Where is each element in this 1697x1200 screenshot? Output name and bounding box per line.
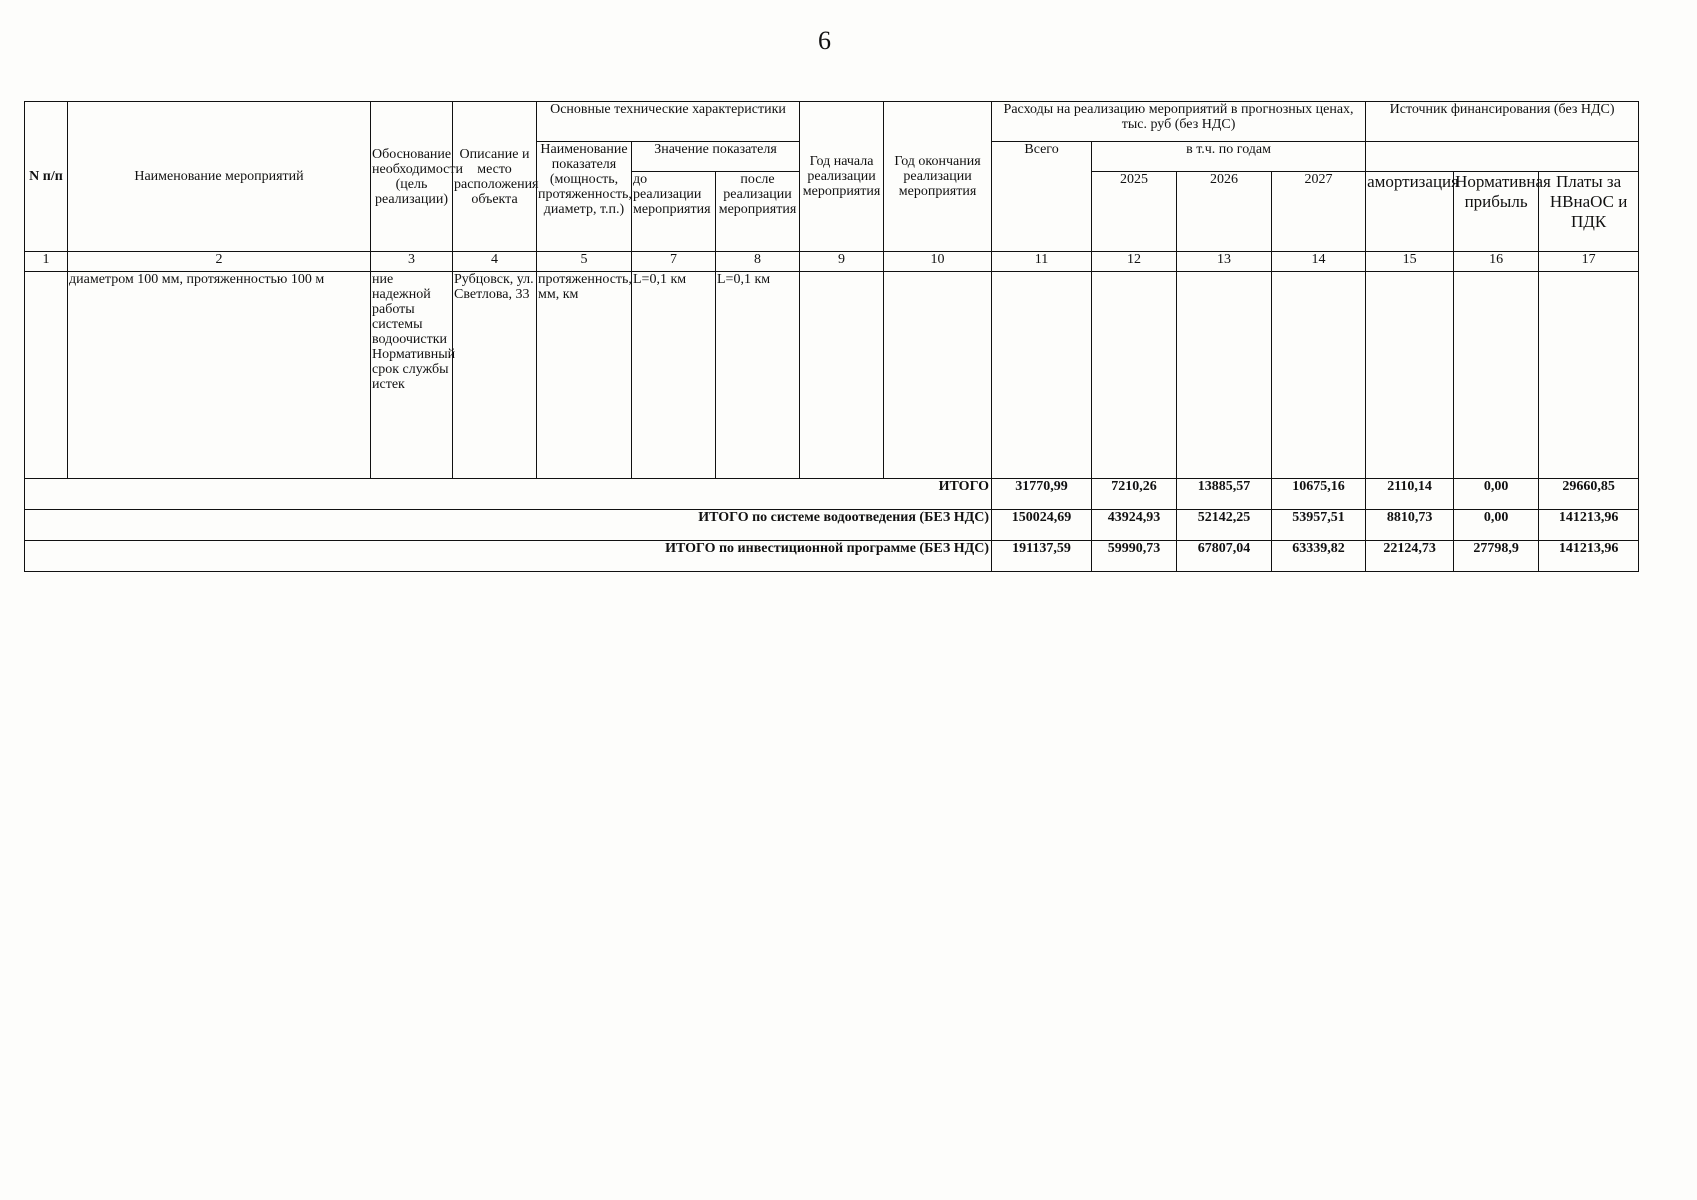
header-year-2027: 2027 <box>1272 172 1366 252</box>
header-justification: Обоснование необходимости (цель реализации) <box>371 102 453 252</box>
total-value: 10675,16 <box>1272 479 1366 510</box>
row-before: L=0,1 км <box>632 272 716 479</box>
col-number: 17 <box>1539 252 1639 272</box>
header-name: Наименование мероприятий <box>68 102 371 252</box>
col-number: 13 <box>1177 252 1272 272</box>
investment-table <box>24 101 1639 572</box>
total-value: 141213,96 <box>1539 510 1639 541</box>
col-number: 15 <box>1366 252 1454 272</box>
col-number: 5 <box>537 252 632 272</box>
row-justification: ние надежной работы системы водоочистки Нормативный срок службы истек <box>371 272 453 479</box>
total-value: 0,00 <box>1454 479 1539 510</box>
totals-row <box>25 479 1639 510</box>
page-number: 6 <box>818 26 831 55</box>
col-number: 8 <box>716 252 800 272</box>
col-number: 9 <box>800 252 884 272</box>
row-empty-cell <box>1092 272 1177 479</box>
col-number: 12 <box>1092 252 1177 272</box>
row-location: Рубцовск, ул. Светлова, 33 <box>453 272 537 479</box>
total-value: 53957,51 <box>1272 510 1366 541</box>
header-fees: Платы за НВнаОС и ПДК <box>1539 172 1639 252</box>
header-location: Описание и место расположения объекта <box>453 102 537 252</box>
row-empty-cell <box>1366 272 1454 479</box>
total-value: 191137,59 <box>992 541 1092 572</box>
header-n: N п/п <box>25 102 68 252</box>
total-value: 150024,69 <box>992 510 1092 541</box>
total-value: 59990,73 <box>1092 541 1177 572</box>
row-after: L=0,1 км <box>716 272 800 479</box>
row-name: диаметром 100 мм, протяженностью 100 м <box>68 272 371 479</box>
header-sources-group: Источник финансирования (без НДС) <box>1366 102 1639 142</box>
total-value: 0,00 <box>1454 510 1539 541</box>
row-n <box>25 272 68 479</box>
col-number: 11 <box>992 252 1092 272</box>
header-after: после реализации мероприятия <box>716 172 800 252</box>
col-number: 16 <box>1454 252 1539 272</box>
total-value: 8810,73 <box>1366 510 1454 541</box>
col-number: 14 <box>1272 252 1366 272</box>
header-year-end: Год окончания реализации мероприятия <box>884 102 992 252</box>
header-profit: Нормативная прибыль <box>1454 172 1539 252</box>
total-value: 63339,82 <box>1272 541 1366 572</box>
totals-row <box>25 510 1639 541</box>
row-empty-cell <box>992 272 1092 479</box>
total-value: 13885,57 <box>1177 479 1272 510</box>
total-value: 29660,85 <box>1539 479 1639 510</box>
totals-label: ИТОГО по инвестиционной программе (БЕЗ НДС) <box>25 541 992 572</box>
header-year-start: Год начала реализации мероприятия <box>800 102 884 252</box>
header-year-2025: 2025 <box>1092 172 1177 252</box>
header-costs-group: Расходы на реализацию мероприятий в прогнозных ценах, тыс. руб (без НДС) <box>992 102 1366 142</box>
row-empty-cell <box>1539 272 1639 479</box>
row-empty-cell <box>800 272 884 479</box>
col-number: 1 <box>25 252 68 272</box>
col-number: 7 <box>632 252 716 272</box>
total-value: 52142,25 <box>1177 510 1272 541</box>
total-value: 27798,9 <box>1454 541 1539 572</box>
row-empty-cell <box>1272 272 1366 479</box>
row-indicator: протяженность, мм, км <box>537 272 632 479</box>
header-total: Всего <box>992 142 1092 252</box>
total-value: 141213,96 <box>1539 541 1639 572</box>
row-empty-cell <box>1177 272 1272 479</box>
header-amortization: амортизация <box>1366 172 1454 252</box>
col-number: 3 <box>371 252 453 272</box>
header-by-years: в т.ч. по годам <box>1092 142 1366 172</box>
total-value: 22124,73 <box>1366 541 1454 572</box>
header-tech-group: Основные технические характеристики <box>537 102 800 142</box>
header-sources-spacer <box>1366 142 1639 172</box>
totals-label: ИТОГО <box>25 479 992 510</box>
header-year-2026: 2026 <box>1177 172 1272 252</box>
col-number: 10 <box>884 252 992 272</box>
total-value: 43924,93 <box>1092 510 1177 541</box>
col-number: 4 <box>453 252 537 272</box>
row-empty-cell <box>884 272 992 479</box>
totals-label: ИТОГО по системе водоотведения (БЕЗ НДС) <box>25 510 992 541</box>
col-number: 2 <box>68 252 371 272</box>
row-empty-cell <box>1454 272 1539 479</box>
totals-row <box>25 541 1639 572</box>
total-value: 31770,99 <box>992 479 1092 510</box>
total-value: 67807,04 <box>1177 541 1272 572</box>
total-value: 2110,14 <box>1366 479 1454 510</box>
header-indicator-name: Наименование показателя (мощность, протяженность, диаметр, т.п.) <box>537 142 632 252</box>
header-indicator-value: Значение показателя <box>632 142 800 172</box>
total-value: 7210,26 <box>1092 479 1177 510</box>
header-before: до реализации мероприятия <box>632 172 716 252</box>
